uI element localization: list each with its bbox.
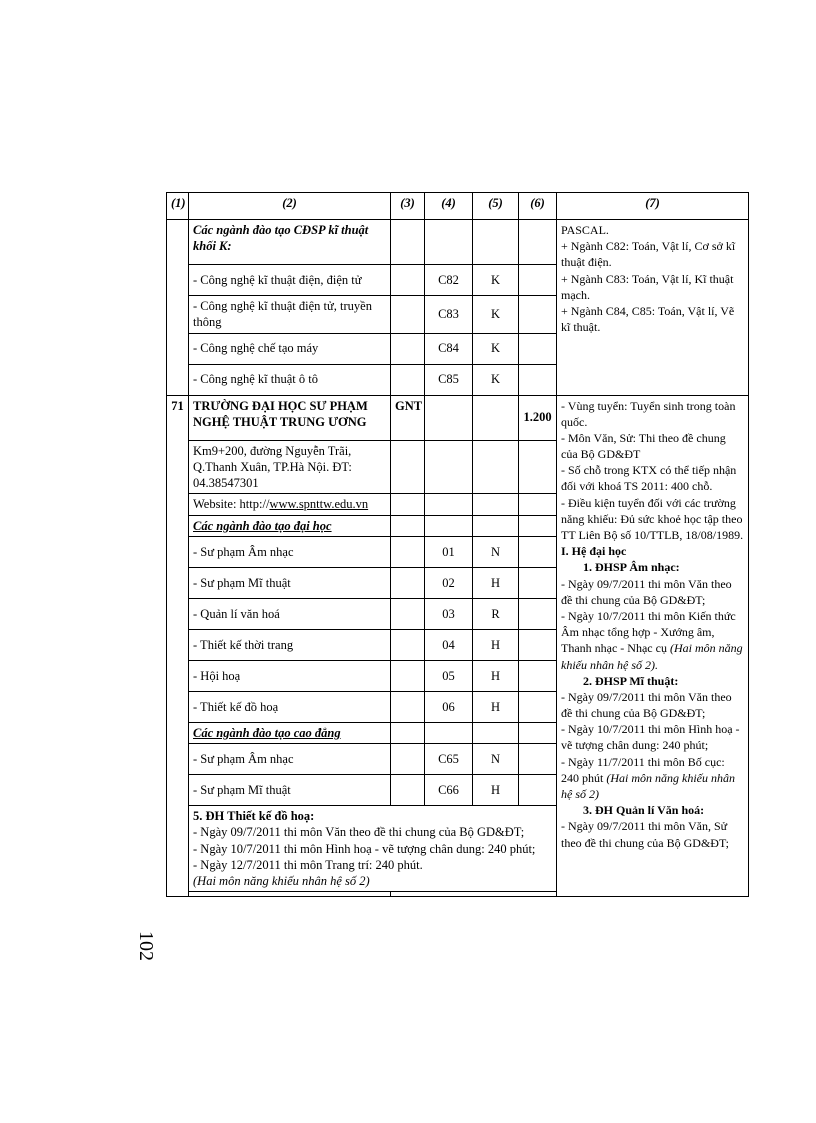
major-name: - Công nghệ chế tạo máy bbox=[189, 333, 391, 364]
exam-note: - Ngày 09/7/2011 thi môn Văn theo đề thi chung của Bộ GD&ĐT; bbox=[561, 689, 732, 721]
major-code: C84 bbox=[425, 333, 473, 364]
major-name: - Thiết kế thời trang bbox=[189, 629, 391, 660]
major-name: - Sư phạm Âm nhạc bbox=[189, 536, 391, 567]
major-code: C82 bbox=[425, 265, 473, 296]
header-cell-6: (6) bbox=[519, 193, 557, 220]
major-block: K bbox=[473, 265, 519, 296]
major-code: C65 bbox=[425, 744, 473, 775]
school-notes bbox=[557, 395, 749, 897]
major-code: C66 bbox=[425, 775, 473, 806]
exam-note: - Ngày 10/7/2011 thi môn Hình hoạ - vẽ tượng chân dung: 240 phút; bbox=[561, 722, 740, 753]
major-name: - Thiết kế đồ hoạ bbox=[189, 691, 391, 722]
major-block: N bbox=[473, 744, 519, 775]
empty-cell bbox=[189, 892, 391, 897]
exam-note-text: - Ngày 10/7/2011 thi môn Kiến thức Âm nhạc tổng hợp - Xướng âm, Thanh nhạc - Nhạc cụ bbox=[561, 608, 736, 656]
table-row bbox=[167, 220, 749, 265]
subsection-title: 1. ĐHSP Âm nhạc: bbox=[583, 560, 680, 575]
header-row bbox=[167, 193, 749, 220]
k-note: PASCAL. bbox=[561, 223, 609, 237]
major-block: H bbox=[473, 567, 519, 598]
major-block: H bbox=[473, 775, 519, 806]
design-note-heading: 5. ĐH Thiết kế đồ hoạ: bbox=[193, 809, 315, 823]
major-code: 05 bbox=[425, 660, 473, 691]
empty-cell bbox=[167, 220, 189, 396]
college-title: Các ngành đào tạo cao đẳng bbox=[189, 722, 391, 743]
exam-note-italic: (Hai môn năng khiếu nhân hệ số 2). bbox=[561, 641, 743, 672]
major-block: N bbox=[473, 536, 519, 567]
k-note: + Ngành C83: Toán, Vật lí, Kĩ thuật mạch. bbox=[561, 271, 734, 302]
major-block: R bbox=[473, 598, 519, 629]
subsection-title: 2. ĐHSP Mĩ thuật: bbox=[583, 673, 679, 688]
major-name: - Sư phạm Mĩ thuật bbox=[189, 567, 391, 598]
school-code: GNT bbox=[391, 395, 425, 440]
design-note-line: - Ngày 09/7/2011 thi môn Văn theo đề thi chung của Bộ GD&ĐT; bbox=[193, 825, 525, 840]
website-prefix: Website: http:// bbox=[193, 497, 270, 512]
major-code: 02 bbox=[425, 567, 473, 598]
major-block: H bbox=[473, 660, 519, 691]
design-note-italic: (Hai môn năng khiếu nhân hệ số 2) bbox=[193, 874, 370, 888]
table-row bbox=[167, 395, 749, 440]
design-note bbox=[189, 806, 557, 892]
major-block: H bbox=[473, 629, 519, 660]
k-group-notes bbox=[557, 220, 749, 396]
empty-cell bbox=[391, 892, 749, 897]
header-cell-7: (7) bbox=[557, 193, 749, 220]
exam-note bbox=[561, 608, 744, 673]
school-quota: 1.200 bbox=[519, 395, 557, 440]
major-name: - Công nghệ kĩ thuật điện, điện tử bbox=[189, 265, 391, 296]
header-cell-2: (2) bbox=[189, 193, 391, 220]
exam-note: - Ngày 09/7/2011 thi môn Văn theo đề thi chung của Bộ GD&ĐT; bbox=[561, 576, 732, 607]
major-name: - Sư phạm Âm nhạc bbox=[189, 744, 391, 775]
major-name: - Công nghệ kĩ thuật ô tô bbox=[189, 364, 391, 395]
major-code: 04 bbox=[425, 629, 473, 660]
page-number: 102 bbox=[135, 931, 157, 961]
header-cell-1: (1) bbox=[167, 193, 189, 220]
major-block: K bbox=[473, 333, 519, 364]
section-title: I. Hệ đại học bbox=[561, 544, 627, 559]
major-name: - Sư phạm Mĩ thuật bbox=[189, 775, 391, 806]
website-link[interactable]: www.spnttw.edu.vn bbox=[269, 497, 369, 512]
exam-note bbox=[561, 754, 744, 803]
general-note: - Số chỗ trong KTX có thể tiếp nhận đối với khoá TS 2011: 400 chỗ. bbox=[561, 463, 737, 494]
exam-note-italic: (Hai môn năng khiếu nhân hệ số 2) bbox=[561, 770, 735, 801]
k-group-title: Các ngành đào tạo CĐSP kĩ thuật khối K: bbox=[189, 220, 391, 265]
k-note: + Ngành C84, C85: Toán, Vật lí, Vẽ kĩ thuật. bbox=[561, 303, 735, 335]
major-name: - Quản lí văn hoá bbox=[189, 598, 391, 629]
school-website bbox=[189, 494, 391, 515]
design-note-line: - Ngày 12/7/2011 thi môn Trang trí: 240 phút. bbox=[193, 857, 423, 872]
design-note-line: - Ngày 10/7/2011 thi môn Hình hoạ - vẽ tượng chân dung: 240 phút; bbox=[193, 841, 536, 856]
major-name: - Hội hoạ bbox=[189, 660, 391, 691]
major-code: 01 bbox=[425, 536, 473, 567]
major-block: H bbox=[473, 691, 519, 722]
header-cell-4: (4) bbox=[425, 193, 473, 220]
admissions-table bbox=[166, 192, 749, 897]
school-address: Km9+200, đường Nguyễn Trãi, Q.Thanh Xuân, TP.Hà Nội. ĐT: 04.38547301 bbox=[189, 440, 391, 494]
subsection-title: 3. ĐH Quản lí Văn hoá: bbox=[583, 803, 705, 818]
school-number: 71 bbox=[167, 395, 189, 897]
exam-note-text: - Ngày 11/7/2011 thi môn Bố cục: 240 phút bbox=[561, 754, 725, 785]
major-code: 06 bbox=[425, 691, 473, 722]
k-note: + Ngành C82: Toán, Vật lí, Cơ sở kĩ thuật điện. bbox=[561, 239, 736, 270]
major-code: C85 bbox=[425, 364, 473, 395]
table-row bbox=[167, 892, 749, 897]
major-block: K bbox=[473, 364, 519, 395]
general-note: - Môn Văn, Sử: Thi theo đề chung của Bộ GD&ĐT bbox=[561, 430, 726, 462]
major-code: 03 bbox=[425, 598, 473, 629]
general-note: - Điều kiện tuyển đối với các trường năng khiếu: Đủ sức khoẻ học tập theo TT Liên Bộ số 10/TTLB, 18/08/1989. bbox=[561, 495, 744, 542]
header-cell-5: (5) bbox=[473, 193, 519, 220]
major-block: K bbox=[473, 296, 519, 334]
major-name: - Công nghệ kĩ thuật điện tử, truyền thông bbox=[189, 296, 391, 334]
school-name: TRƯỜNG ĐẠI HỌC SƯ PHẠM NGHỆ THUẬT TRUNG ƯƠNG bbox=[189, 395, 391, 440]
general-note: - Vùng tuyển: Tuyển sinh trong toàn quốc. bbox=[561, 398, 736, 429]
exam-note: - Ngày 09/7/2011 thi môn Văn, Sử theo đề thi chung của Bộ GD&ĐT; bbox=[561, 819, 729, 850]
major-code: C83 bbox=[425, 296, 473, 334]
university-title: Các ngành đào tạo đại học bbox=[189, 515, 391, 536]
header-cell-3: (3) bbox=[391, 193, 425, 220]
